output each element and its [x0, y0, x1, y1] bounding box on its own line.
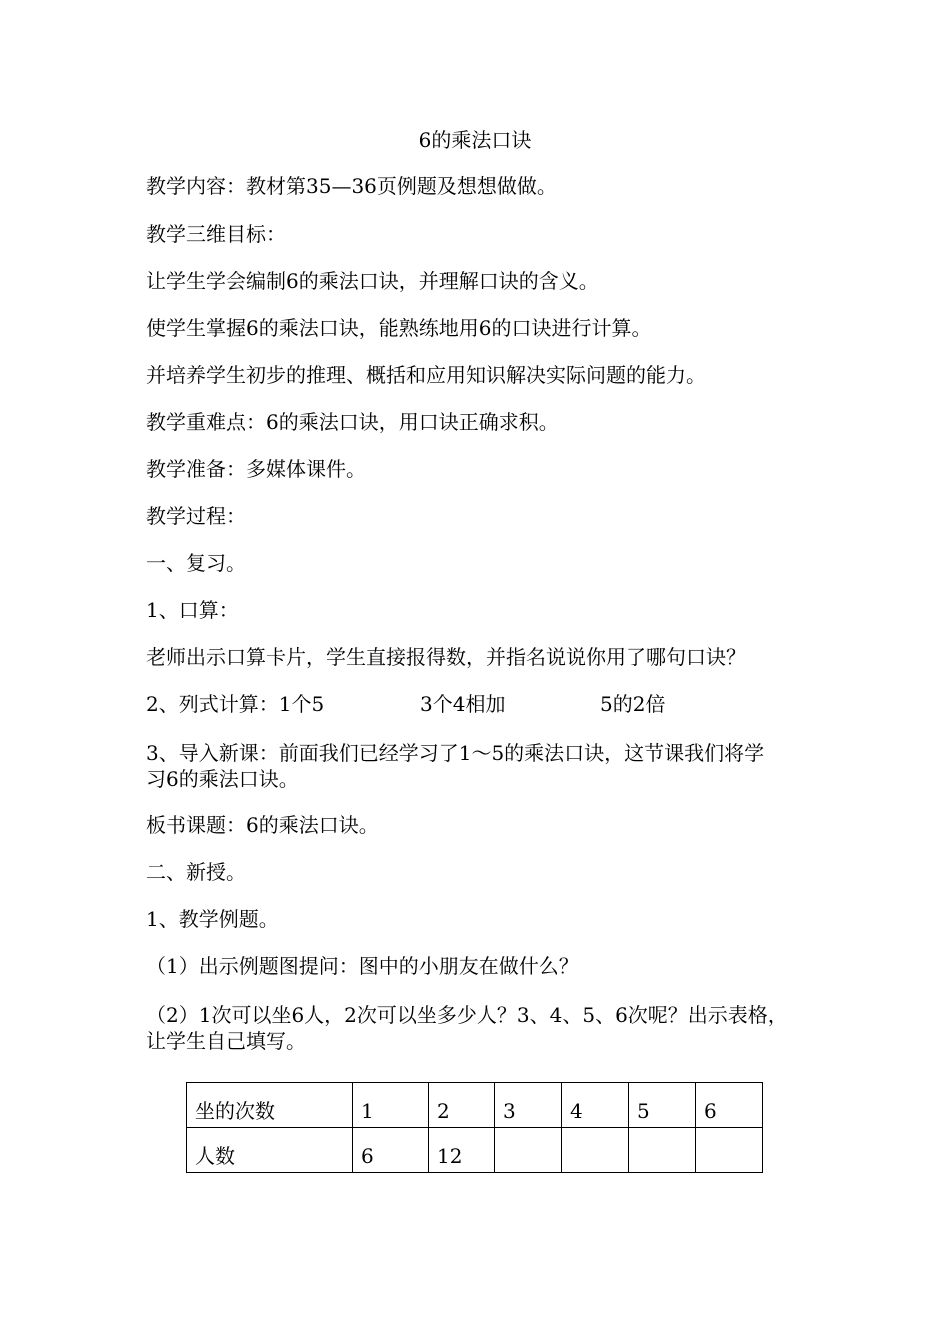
goal-3: 并培养学生初步的推理、概括和应用知识解决实际问题的能力。 [146, 363, 706, 387]
key-points: 教学重难点：6的乘法口诀，用口诀正确求积。 [146, 410, 559, 434]
table-cell: 6 [696, 1083, 763, 1128]
table-cell: 12 [429, 1128, 495, 1173]
table-cell [562, 1128, 629, 1173]
process-heading: 教学过程： [146, 504, 246, 528]
board-title: 板书课题：6的乘法口诀。 [146, 813, 379, 837]
sub-question-2-line2: 让学生自己填写。 [146, 1029, 306, 1053]
item-calculation-prefix: 2、列式计算：1个5 [146, 692, 325, 716]
table-cell: 6 [353, 1128, 429, 1173]
item-intro-line2: 习6的乘法口诀。 [146, 767, 299, 791]
table-cell [495, 1128, 562, 1173]
goal-1: 让学生学会编制6的乘法口诀，并理解口诀的含义。 [146, 269, 599, 293]
item-calculation-end: 5的2倍 [600, 692, 666, 716]
rides-table [186, 1082, 763, 1173]
item-calculation-mid: 3个4相加 [420, 692, 506, 716]
goals-heading: 教学三维目标： [146, 222, 286, 246]
table-cell: 3 [495, 1083, 562, 1128]
item-mental-math: 1、口算： [146, 598, 239, 622]
table-cell [629, 1128, 696, 1173]
table-cell: 1 [353, 1083, 429, 1128]
table-cell: 4 [562, 1083, 629, 1128]
section-review: 一、复习。 [146, 551, 246, 575]
sub-question-2-line1: （2）1次可以坐6人，2次可以坐多少人？3、4、5、6次呢？出示表格， [146, 1003, 788, 1027]
teaching-content: 教学内容：教材第35—36页例题及想想做做。 [146, 174, 557, 198]
item-intro-line1: 3、导入新课：前面我们已经学习了1～5的乘法口诀，这节课我们将学 [146, 741, 765, 765]
table-cell: 人数 [187, 1128, 353, 1173]
table-row [187, 1128, 763, 1173]
item-mental-math-desc: 老师出示口算卡片，学生直接报得数，并指名说说你用了哪句口诀？ [146, 645, 746, 669]
document-title: 6的乘法口诀 [418, 128, 532, 152]
table-cell: 2 [429, 1083, 495, 1128]
teach-example: 1、教学例题。 [146, 907, 279, 931]
table-cell: 5 [629, 1083, 696, 1128]
goal-2: 使学生掌握6的乘法口诀，能熟练地用6的口诀进行计算。 [146, 316, 652, 340]
table-cell [696, 1128, 763, 1173]
item-calculation-row [146, 690, 810, 718]
table-row [187, 1083, 763, 1128]
table-cell: 坐的次数 [187, 1083, 353, 1128]
section-new-lesson: 二、新授。 [146, 860, 246, 884]
sub-question-1: （1）出示例题图提问：图中的小朋友在做什么？ [146, 954, 579, 978]
preparation: 教学准备：多媒体课件。 [146, 457, 366, 481]
